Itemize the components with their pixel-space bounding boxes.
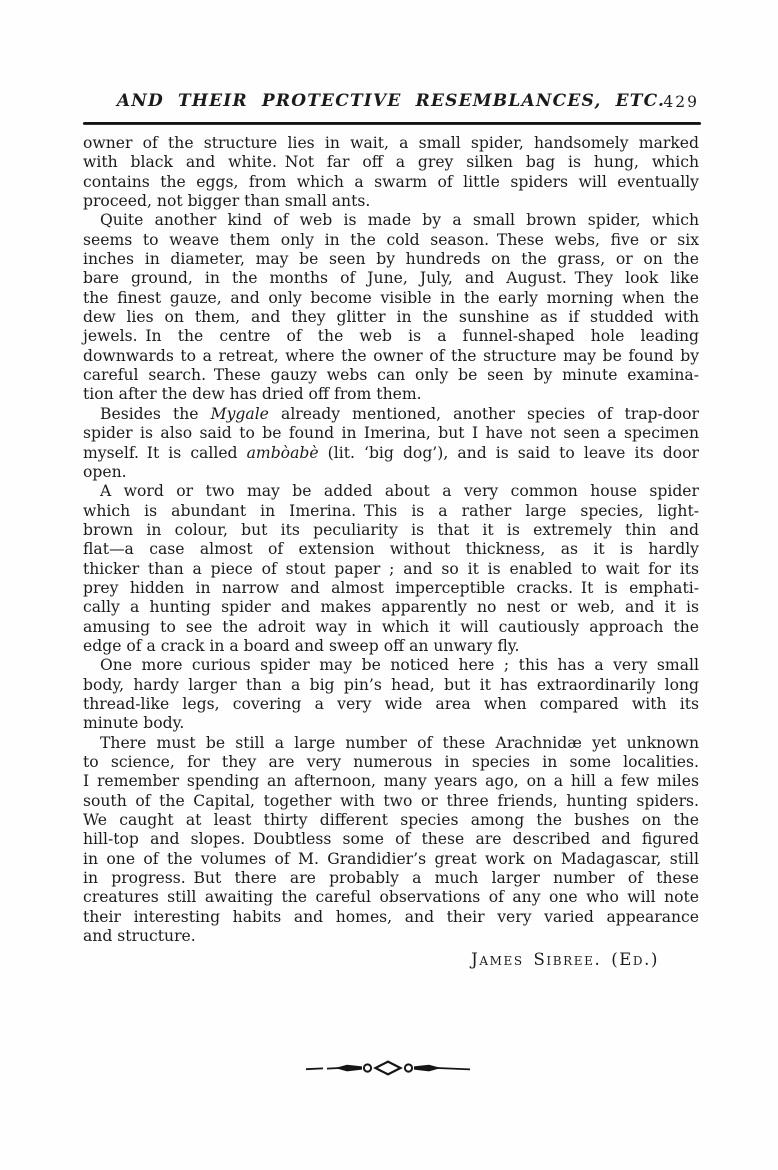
page-number: 429 xyxy=(663,93,699,111)
ornament-right-line xyxy=(434,1068,470,1070)
text-line: We caught at least thirty different species among the bushes on the xyxy=(83,811,699,830)
ornament-left-circle xyxy=(364,1064,371,1071)
paragraph xyxy=(83,405,699,482)
text-line: spider is also said to be found in Imerina, but I have not seen a specimen xyxy=(83,424,699,443)
paragraph xyxy=(83,734,699,947)
text-line: Besides the Mygale already mentioned, another species of trap-door xyxy=(100,404,700,423)
text-line: which is abundant in Imerina. This is a rather large species, light- xyxy=(83,501,699,520)
text-line: owner of the structure lies in wait, a small spider, handsomely marked xyxy=(83,134,699,152)
text-line: open. xyxy=(83,462,127,481)
text-line: in one of the volumes of M. Grandidier’s great work on Madagascar, still xyxy=(83,849,699,868)
text-line: hill-top and slopes. Doubtless some of these are described and figured xyxy=(83,830,699,849)
text-line: with black and white. Not far off a grey silken bag is hung, which xyxy=(83,153,699,172)
text-line: One more curious spider may be noticed here ; this has a very small xyxy=(100,656,699,675)
text-line: edge of a crack in a board and sweep off an unwary fly. xyxy=(83,636,520,655)
text-line: contains the eggs, from which a swarm of little spiders will eventually xyxy=(83,172,699,191)
text-line: in progress. But there are probably a much larger number of these xyxy=(83,869,699,888)
text-line: tion after the dew has dried off from them. xyxy=(83,385,422,404)
text-line: their interesting habits and homes, and their very varied appearance xyxy=(83,907,699,926)
text-line: downwards to a retreat, where the owner of the structure may be found by xyxy=(83,346,699,365)
body-text xyxy=(83,134,699,946)
text-line: A word or two may be added about a very common house spider xyxy=(100,482,699,501)
header-rule xyxy=(83,122,701,125)
text-line: minute body. xyxy=(83,714,185,733)
text-line: and structure. xyxy=(83,927,196,946)
text-line: body, hardy larger than a big pin’s head, but it has extraordinarily long xyxy=(83,675,699,694)
text-line: proceed, not bigger than small ants. xyxy=(83,192,371,211)
text-line: There must be still a large number of these Arachnidæ yet unknown xyxy=(100,733,699,752)
text-line: inches in diameter, may be seen by hundreds on the grass, or on the xyxy=(83,250,699,269)
text-line: thread-like legs, covering a very wide area when compared with its xyxy=(83,694,699,713)
running-head xyxy=(83,91,699,111)
ornament-diamond xyxy=(376,1062,401,1075)
text-line: flat—a case almost of extension without thickness, as it is hardly xyxy=(83,540,699,559)
text-line: jewels. In the centre of the web is a funnel-shaped hole leading xyxy=(83,327,699,346)
text-line: Quite another kind of web is made by a small brown spider, which xyxy=(100,211,699,230)
text-line: cally a hunting spider and makes apparently no nest or web, and it is xyxy=(83,598,699,617)
text-line: seems to weave them only in the cold season. These webs, five or six xyxy=(83,230,699,249)
ornament-left-feather xyxy=(335,1065,362,1072)
paragraph xyxy=(83,211,699,404)
text-line: careful search. These gauzy webs can only be seen by minute examina- xyxy=(83,366,699,385)
text-line: south of the Capital, together with two or three friends, hunting spiders. xyxy=(83,791,699,810)
text-line: bare ground, in the months of June, July, and August. They look like xyxy=(83,269,699,288)
author-signature: James Sibree. (Ed.) xyxy=(471,950,659,969)
text-line: amusing to see the adroit way in which it will cautiously approach the xyxy=(83,617,699,636)
paragraph xyxy=(83,482,699,656)
text-line: prey hidden in narrow and almost imperceptible cracks. It is emphati- xyxy=(83,578,699,597)
text-line: myself. It is called ambòabè (lit. ‘big dog’), and is said to leave its door xyxy=(83,443,699,462)
text-line: to science, for they are very numerous in species in some localities. xyxy=(83,753,699,771)
text-line: thicker than a piece of stout paper ; and so it is enabled to wait for its xyxy=(83,559,699,578)
text-line: I remember spending an afternoon, many years ago, on a hill a few miles xyxy=(83,772,699,791)
text-line: the finest gauze, and only become visible in the early morning when the xyxy=(83,288,699,307)
paragraph xyxy=(83,134,699,211)
ornament-right-circle xyxy=(405,1064,412,1071)
paragraph xyxy=(83,656,699,733)
running-head-title: AND THEIR PROTECTIVE RESEMBLANCES, ETC. xyxy=(116,91,666,111)
ornament-divider xyxy=(302,1059,474,1077)
ornament-left-dash xyxy=(306,1068,323,1069)
text-line: creatures still awaiting the careful observations of any one who will note xyxy=(83,888,699,907)
text-line: brown in colour, but its peculiarity is that it is extremely thin and xyxy=(83,520,699,539)
text-line: dew lies on them, and they glitter in the sunshine as if studded with xyxy=(83,308,699,327)
